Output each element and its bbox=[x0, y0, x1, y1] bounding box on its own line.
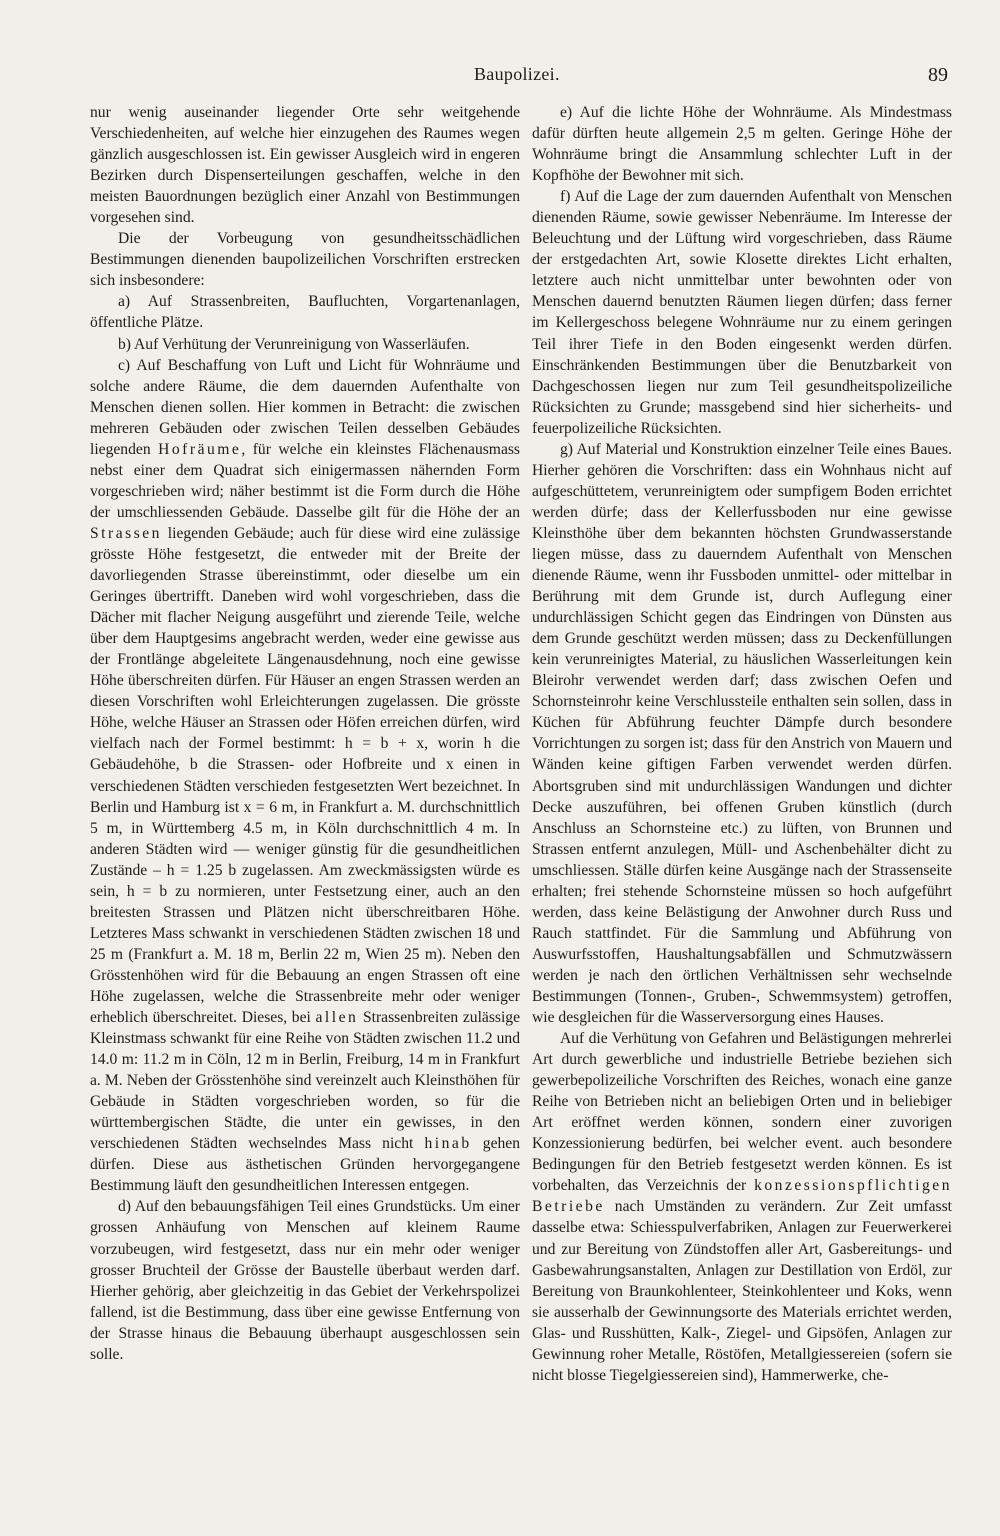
text-run: c) Auf Beschaffung von Luft und Licht für Wohnräume und solche andere Räume, die dem dauernden Aufenthalte von Menschen dienen sollen. Hier kommen in Betracht: die zwischen mehreren Gebäuden oder zwischen Teilen desselben Gebäudes liegenden bbox=[90, 356, 520, 458]
paragraph: a) Auf Strassenbreiten, Baufluchten, Vorgartenanlagen, öffentliche Plätze. bbox=[90, 293, 520, 332]
text-run: Strassenbreiten zulässige Kleinstmass schwankt für eine Reihe von Städten zwischen 11.2 und 14.0 m: 11.2 m in Cöln, 12 m in Berlin, Freiburg, 14 m in Frankfurt a. M. Neben der Grösstenhöhe sind vereinzelt auch Kleinsthöhen für Gebäude in Städten vorgeschrieben worden, so für die württembergischen Städte, die unter ein gewisses, in den verschiedenen Städten wechselndes Mass nicht bbox=[90, 1009, 521, 1153]
paragraph bbox=[532, 1028, 952, 1386]
text-run: liegenden Gebäude; auch für diese wird eine zulässige grösste Höhe festgesetzt, die entweder mit der Breite der davorliegenden Strasse übereinstimmt, oder dieselbe um ein Geringes übertrifft. Daneben wird wohl vorgeschrieben, dass die Dächer mit flacher Neigung ausgeführt und zierende Teile, welche über dem Hauptgesims angebracht werden, weder eine gewisse aus der Frontlänge abgeleitete Längenausdehnung, noch eine gewisse Höhe überschreiten dürfen. Für Häuser an engen Strassen werden an diesen Vorschriften wohl Erleichterungen zugelassen. Die grösste Höhe, welche Häuser an Strassen oder Höfen erreichen dürfen, wird vielfach nach der Formel bestimmt: h = b + x, worin h die Gebäudehöhe, b die Strassen- oder Hofbreite und x einen in verschiedenen Städten verschieden festgesetzten Wert bezeichnet. In Berlin und Hamburg ist x = 6 m, in Frankfurt a. M. durchschnittlich 5 m, in Württemberg 4.5 m, in Köln durchschnittlich 4 m. In anderen Städten wird — weniger günstig für die gesundheitlichen Zustände – h = 1.25 b zugelassen. Am zweckmässigsten würde es sein, h = b zu normieren, unter Festsetzung einer, auch an den breitesten Strassen und Plätzen nicht überschreitbaren Höhe. Letzteres Mass schwankt in verschiedenen Städten zwischen 18 und 25 m (Frankfurt a. M. 18 m, Berlin 22 m, Wien 25 m). Neben den Grösstenhöhen wird für die Bebauung an engen Strassen oft eine Höhe zugelassen, welche die Strassenbreite mehr oder weniger erheblich überschreitet. Dieses, bei bbox=[90, 524, 521, 1027]
paragraph: f) Auf die Lage der zum dauernden Aufenthalt von Menschen dienenden Räume, sowie gewisser Nebenräume. Im Interesse der Beleuchtung und der Lüftung wird vorgeschrieben, dass Räume der erstgedachten Art, sowie Klosette direktes Licht erhalten, letztere auch nicht unmittelbar unter bewohnten oder von Menschen dauernd benutzten Räumen liegen dürfen; dass ferner im Kellergeschoss belegene Wohnräume nur zu einem geringen Teil ihrer Tiefe in den Boden eingesenkt werden dürfen. Einschränkenden Bestimmungen über die Benutzbarkeit von Dachgeschossen liegen nur zum Teil gesundheitspolizeiliche Rücksichten zu Grunde; massgebend sind hier sicherheits- und feuerpolizeiliche Rücksichten. bbox=[532, 188, 952, 437]
paragraph: b) Auf Verhütung der Verunreinigung von Wasserläufen. bbox=[118, 335, 470, 353]
text-run: Auf die Verhütung von Gefahren und Belästigungen mehrerlei Art durch gewerbliche und industrielle Betriebe beziehen sich gewerbepolizeiliche Vorschriften des Reiches, wonach eine ganze Reihe von Betrieben nicht an beliebigen Orten und in beliebiger Art eröffnet werden können, sondern einer zuvorigen Konzessionierung bedürfen, bei welcher event. auch besondere Bedingungen für den Betrieb festgesetzt werden können. Es ist vorbehalten, das Verzeichnis der bbox=[532, 1030, 952, 1195]
right-column bbox=[532, 102, 952, 1386]
spaced-term: hinab bbox=[424, 1135, 472, 1153]
text-run: gehen dürfen. Diese aus ästhetischen Gründen hervorgegangene Bestimmung läuft den gesundheitlichen Interessen entgegen. bbox=[90, 1135, 520, 1195]
left-column bbox=[90, 102, 520, 1365]
running-title: Baupolizei. bbox=[474, 64, 560, 84]
paragraph: e) Auf die lichte Höhe der Wohnräume. Als Mindestmass dafür dürften heute allgemein 2,5 m gelten. Geringe Höhe der Wohnräume bringt die Ansammlung schlechter Luft in der Kopfhöhe der Bewohner mit sich. bbox=[532, 104, 952, 185]
paragraph: d) Auf den bebauungsfähigen Teil eines Grundstücks. Um einer grossen Anhäufung von Menschen auf kleinem Raume vorzubeugen, wird festgesetzt, dass nur ein mehr oder weniger grosser Bruchteil der Grösse der Baustelle überbaut werden darf. Hierher gehörig, aber gleichzeitig in das Gebiet der Verkehrspolizei fallend, ist die Bestimmung, dass über eine gewisse Entfernung von der Strasse hinaus die Bebauung überhaupt ausgeschlossen sein solle. bbox=[90, 1198, 520, 1363]
paragraph: nur wenig auseinander liegender Orte sehr weitgehende Verschiedenheiten, auf welche hier einzugehen des Raumes wegen gänzlich ausgeschlossen ist. Ein gewisser Ausgleich wird in engeren Bezirken durch Dispenserteilungen geschaffen, welche in den meisten Bauordnungen bezüglich einer Anzahl von Bestimmungen vorgesehen sind. bbox=[90, 104, 520, 227]
spaced-term: konzessionspflichtigen Betriebe bbox=[532, 1177, 952, 1216]
paragraph: Die der Vorbeugung von gesundheitsschädlichen Bestimmungen dienenden baupolizeilichen Vorschriften erstrecken sich insbesondere: bbox=[90, 230, 520, 290]
page-number: 89 bbox=[928, 64, 948, 86]
paragraph bbox=[90, 355, 520, 1197]
paragraph: g) Auf Material und Konstruktion einzelner Teile eines Baues. Hierher gehören die Vorschriften: dass ein Wohnhaus nicht auf aufgeschüttetem, verunreinigtem oder sumpfigem Boden errichtet werden dürfe; dass der Kellerfussboden nur eine gewisse Kleinsthöhe über dem bekannten höchsten Grundwasserstande liegen müsse, dass zu dauerndem Aufenthalt von Menschen dienende Räume, wenn ihr Fussboden unmittel- oder mittelbar in Berührung mit dem Grunde ist, durch Auflegung einer undurchlässigen Schicht gegen das Eindringen von Dünsten aus dem Grunde geschützt werden müssen; dass zu Deckenfüllungen kein verunreinigtes Material, zu häuslichen Wasserleitungen kein Bleirohr verwendet werden darf; dass zwischen Oefen und Schornsteinrohr keine Verschlussteile enthalten sein sollen, dass in Küchen für Abführung feuchter Dämpfe durch besondere Vorrichtungen zu sorgen ist; dass für den Anstrich von Mauern und Wänden keine giftigen Farben verwendet werden dürfen. Abortsgruben sind mit undurchlässigen Wandungen und dichter Decke auszuführen, bei offenen Gruben künstlich (durch Anschluss an Schornsteine etc.) zu lüften, von Brunnen und Strassen entfernt anzulegen, Müll- und Aschenbehälter dicht zu umschliessen. Ställe dürfen keine Ausgänge nach der Strassenseite erhalten; frei stehende Schornsteine müssen so hoch aufgeführt werden, dass keine Belästigung der Anwohner durch Russ und Rauch stattfindet. Für die Sammlung und Abführung von Auswurfsstoffen, Haushaltungsabfällen und Schmutzwässern werden je nach den örtlichen Verhältnissen sehr wechselnde Bestimmungen (Tonnen-, Gruben-, Schwemmsystem) getroffen, wie desgleichen für die Wasserversorgung eines Hauses. bbox=[532, 440, 952, 1027]
text-run: nach Umständen zu verändern. Zur Zeit umfasst dasselbe etwa: Schiesspulverfabriken, Anlagen zur Feuerwerkerei und zur Bereitung von Zündstoffen aller Art, Gasbereitungs- und Gasbewahrungsanstalten, Anlagen zur Destillation von Erdöl, zur Bereitung von Braunkohlenteer, Steinkohlenteer und Koks, wenn sie ausserhalb der Gewinnungsorte des Materials errichtet werden, Glas- und Russhütten, Kalk-, Ziegel- und Gipsöfen, Anlagen zur Gewinnung roher Metalle, Röstöfen, Metallgiessereien (sofern sie nicht blosse Tiegelgiessereien sind), Hammerwerke, che- bbox=[532, 1198, 952, 1384]
text-run: , für welche ein kleinstes Flächenausmass nebst einer dem Quadrat sich einigermassen nähernden Form vorgeschrieben wird; näher bestimmt ist die Form durch die Höhe der umschliessenden Gebäude. Dasselbe gilt für die Höhe der an bbox=[90, 440, 520, 521]
spaced-term: Hofräume bbox=[158, 440, 242, 458]
spaced-term: allen bbox=[315, 1009, 359, 1027]
spaced-term: Strassen bbox=[90, 524, 162, 542]
